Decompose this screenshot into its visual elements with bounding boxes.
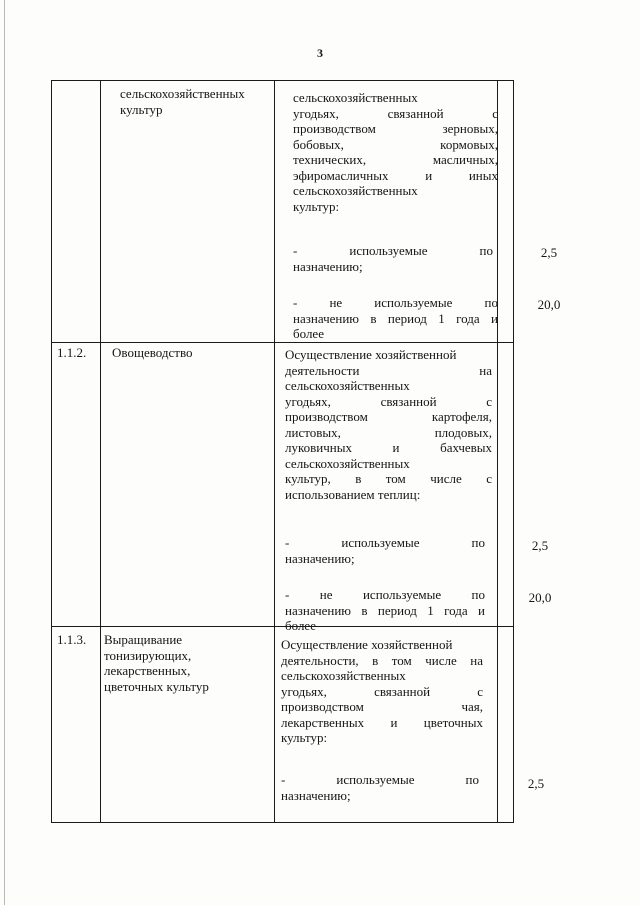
item-line: - не используемые по	[293, 295, 498, 310]
item-line: - используемые по	[281, 772, 479, 787]
row-2-name-line: цветочных культур	[104, 678, 209, 694]
item-line: назначению в период 1 года и	[293, 310, 498, 326]
row-2-name-line: тонизирующих,	[104, 647, 192, 663]
description-line: угодьях, связанной с	[285, 393, 492, 409]
description-line: сельскохозяйственных	[285, 378, 410, 393]
item-line: - не используемые по	[285, 587, 485, 602]
row-0-item-0-text	[293, 243, 493, 274]
row-0-description	[293, 90, 498, 214]
item-line: более	[293, 326, 324, 341]
row-0-name-line: сельскохозяйственных	[120, 86, 245, 101]
row-1-name	[112, 345, 272, 361]
description-line: деятельности на	[285, 362, 492, 378]
description-line: сельскохозяйственных	[285, 455, 410, 471]
page-number: 3	[317, 46, 323, 60]
column-divider-1	[100, 80, 101, 823]
description-line: производством картофеля,	[285, 409, 492, 424]
description-line: листовых, плодовых,	[285, 424, 492, 440]
row-1-description	[285, 347, 492, 502]
item-line: - используемые по	[285, 535, 485, 550]
description-line: сельскохозяйственных	[293, 90, 418, 105]
item-line: назначению;	[285, 550, 355, 566]
item-line: - используемые по	[293, 243, 493, 258]
table-border-top	[51, 80, 514, 81]
description-line: культур:	[281, 730, 328, 745]
item-line: назначению;	[281, 787, 351, 803]
description-line: производством зерновых,	[293, 121, 498, 136]
scan-edge-line	[4, 0, 5, 905]
row-0-name-line: культур	[120, 101, 163, 117]
table-border-bottom	[51, 822, 514, 823]
column-divider-2	[274, 80, 275, 823]
row-2-description	[281, 637, 483, 746]
description-line: угодьях, связанной с	[293, 105, 498, 121]
description-line: технических, масличных,	[293, 152, 498, 167]
row-1-item-1-value: 20,0	[528, 590, 552, 605]
row-2-name-line: Выращивание	[104, 632, 183, 647]
row-2-item-0-text	[281, 772, 479, 803]
description-line: лекарственных и цветочных	[281, 714, 483, 730]
description-line: производством чая,	[281, 699, 483, 714]
description-line: угодьях, связанной с	[281, 683, 483, 699]
row-0-item-1-text	[293, 295, 498, 342]
row-1-item-0-value: 2,5	[531, 538, 549, 553]
row-2-name-line: лекарственных,	[104, 663, 191, 678]
row-2-code: 1.1.3.	[57, 632, 87, 647]
item-line: назначению;	[293, 258, 363, 274]
description-line: сельскохозяйственных	[293, 183, 418, 198]
description-line: эфиромасличных и иных	[293, 167, 498, 183]
table-border-right	[513, 80, 514, 823]
row-0-item-0-value: 2,5	[540, 245, 558, 260]
row-2-name	[104, 632, 269, 694]
row-divider-1	[51, 342, 514, 343]
row-0-name	[120, 86, 280, 117]
table-border-left	[51, 80, 52, 823]
row-1-code: 1.1.2.	[57, 345, 87, 360]
description-line: культур:	[293, 198, 340, 214]
item-line: назначению в период 1 года и	[285, 602, 485, 618]
description-line: деятельности, в том числе на	[281, 652, 483, 668]
description-line: луковичных и бахчевых	[285, 440, 492, 455]
row-2-item-0-value: 2,5	[527, 776, 545, 791]
description-line: культур, в том числе с	[285, 471, 492, 486]
description-line: Осуществление хозяйственной	[281, 637, 453, 652]
row-1-item-0-text	[285, 535, 485, 566]
item-line: более	[285, 618, 316, 633]
description-line: Осуществление хозяйственной	[285, 347, 457, 362]
row-1-item-1-text	[285, 587, 485, 634]
description-line: сельскохозяйственных	[281, 668, 406, 683]
description-line: использованием теплиц:	[285, 486, 421, 502]
row-0-item-1-value: 20,0	[537, 297, 561, 312]
description-line: бобовых, кормовых,	[293, 136, 498, 152]
row-1-name-line: Овощеводство	[112, 345, 193, 360]
